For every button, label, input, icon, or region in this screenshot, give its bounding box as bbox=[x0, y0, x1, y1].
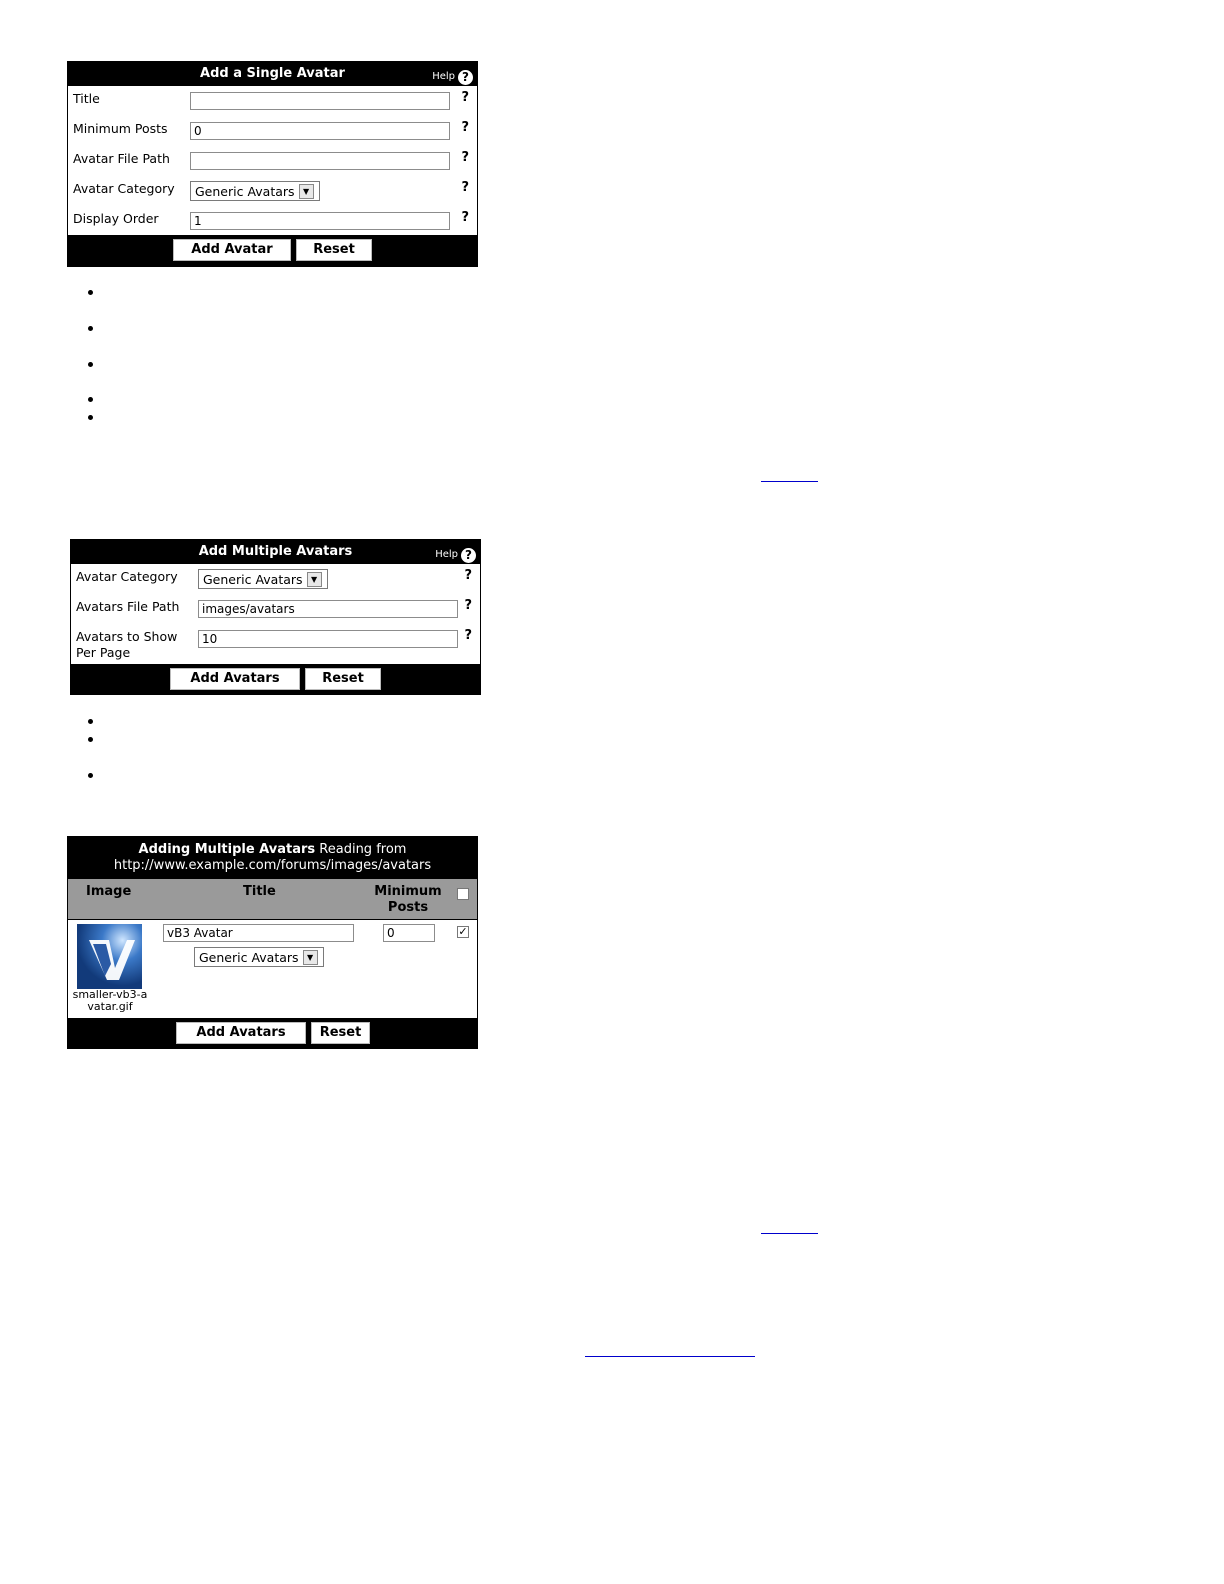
panel-header bbox=[71, 540, 480, 564]
row-avatar-file-path bbox=[68, 146, 477, 176]
panel-title-suffix: Reading from bbox=[315, 842, 407, 857]
help-question-icon[interactable]: ? bbox=[461, 150, 469, 165]
minimum-posts-input[interactable]: 0 bbox=[190, 122, 450, 140]
add-single-avatar-panel bbox=[67, 61, 478, 267]
avatar-file-path-input[interactable] bbox=[190, 152, 450, 170]
chevron-down-icon: ▼ bbox=[299, 184, 314, 199]
avatar-filename: smaller-vb3-avatar.gif bbox=[72, 988, 148, 1013]
avatars-per-page-input[interactable]: 10 bbox=[198, 630, 458, 648]
list-bullet bbox=[88, 397, 93, 402]
field-label: Avatar Category bbox=[73, 181, 175, 196]
avatar-category-select[interactable] bbox=[194, 947, 324, 967]
add-avatars-button[interactable]: Add Avatars bbox=[176, 1022, 306, 1044]
adding-multiple-avatars-panel bbox=[67, 836, 478, 1049]
avatar-category-select[interactable] bbox=[198, 569, 328, 589]
panel-title-line bbox=[68, 842, 477, 858]
list-bullet bbox=[88, 737, 93, 742]
list-bullet bbox=[88, 326, 93, 331]
col-image: Image bbox=[86, 884, 132, 899]
row-minimum-posts bbox=[68, 116, 477, 146]
minimum-posts-input[interactable]: 0 bbox=[383, 924, 435, 942]
avatar-image bbox=[77, 924, 142, 989]
reset-button[interactable]: Reset bbox=[311, 1022, 370, 1044]
link-underline[interactable] bbox=[761, 1233, 818, 1234]
field-label: Avatars File Path bbox=[76, 599, 180, 614]
panel-header bbox=[68, 837, 477, 879]
row-avatar-category bbox=[68, 176, 477, 206]
select-value: Generic Avatars bbox=[203, 571, 303, 587]
reset-button[interactable]: Reset bbox=[296, 239, 372, 261]
select-value: Generic Avatars bbox=[199, 949, 299, 965]
help-label: Help bbox=[432, 71, 455, 82]
col-minimum-posts: Minimum Posts bbox=[374, 884, 442, 915]
avatars-file-path-input[interactable]: images/avatars bbox=[198, 600, 458, 618]
add-avatars-button[interactable]: Add Avatars bbox=[170, 668, 300, 690]
help-question-icon[interactable]: ? bbox=[461, 120, 469, 135]
select-value: Generic Avatars bbox=[195, 183, 295, 199]
avatar-category-select[interactable] bbox=[190, 181, 320, 201]
avatar-title-input[interactable]: vB3 Avatar bbox=[163, 924, 354, 942]
panel-footer bbox=[68, 1018, 477, 1048]
link-underline[interactable] bbox=[761, 481, 818, 482]
field-label: Minimum Posts bbox=[73, 121, 168, 136]
display-order-input[interactable]: 1 bbox=[190, 212, 450, 230]
list-bullet bbox=[88, 362, 93, 367]
field-label: Display Order bbox=[73, 211, 159, 226]
table-row bbox=[68, 919, 477, 1020]
row-title bbox=[68, 86, 477, 116]
source-url: http://www.example.com/forums/images/avatars bbox=[113, 858, 432, 873]
panel-title: Adding Multiple Avatars bbox=[138, 842, 316, 857]
field-label: Avatars to Show Per Page bbox=[76, 629, 178, 660]
select-all-checkbox[interactable] bbox=[457, 888, 469, 900]
help-question-icon[interactable]: ? bbox=[464, 568, 472, 583]
help-icon: ? bbox=[461, 548, 476, 563]
col-title: Title bbox=[243, 884, 276, 899]
link-underline[interactable] bbox=[585, 1356, 755, 1357]
chevron-down-icon: ▼ bbox=[303, 950, 318, 965]
field-label: Avatar Category bbox=[76, 569, 178, 584]
add-avatar-button[interactable]: Add Avatar bbox=[173, 239, 291, 261]
add-multiple-avatars-panel bbox=[70, 539, 481, 695]
panel-footer bbox=[71, 664, 480, 694]
panel-title: Add a Single Avatar bbox=[200, 66, 345, 81]
field-label: Title bbox=[73, 91, 100, 106]
help-question-icon[interactable]: ? bbox=[464, 628, 472, 643]
list-bullet bbox=[88, 719, 93, 724]
panel-header bbox=[68, 62, 477, 86]
help-icon: ? bbox=[458, 70, 473, 85]
title-input[interactable] bbox=[190, 92, 450, 110]
chevron-down-icon: ▼ bbox=[307, 572, 322, 587]
row-avatars-per-page bbox=[71, 624, 480, 666]
row-avatars-file-path bbox=[71, 594, 480, 624]
list-bullet bbox=[88, 415, 93, 420]
reset-button[interactable]: Reset bbox=[305, 668, 381, 690]
list-bullet bbox=[88, 773, 93, 778]
help-question-icon[interactable]: ? bbox=[461, 90, 469, 105]
avatar-checkbox[interactable]: ✓ bbox=[458, 925, 468, 938]
help-question-icon[interactable]: ? bbox=[461, 180, 469, 195]
help-question-icon[interactable]: ? bbox=[464, 598, 472, 613]
list-bullet bbox=[88, 290, 93, 295]
help-question-icon[interactable]: ? bbox=[461, 210, 469, 225]
row-display-order bbox=[68, 206, 477, 236]
table-header bbox=[68, 879, 477, 919]
field-label: Avatar File Path bbox=[73, 151, 170, 166]
row-avatar-category bbox=[71, 564, 480, 594]
panel-footer bbox=[68, 235, 477, 266]
help-label: Help bbox=[435, 549, 458, 560]
panel-title: Add Multiple Avatars bbox=[198, 544, 353, 559]
